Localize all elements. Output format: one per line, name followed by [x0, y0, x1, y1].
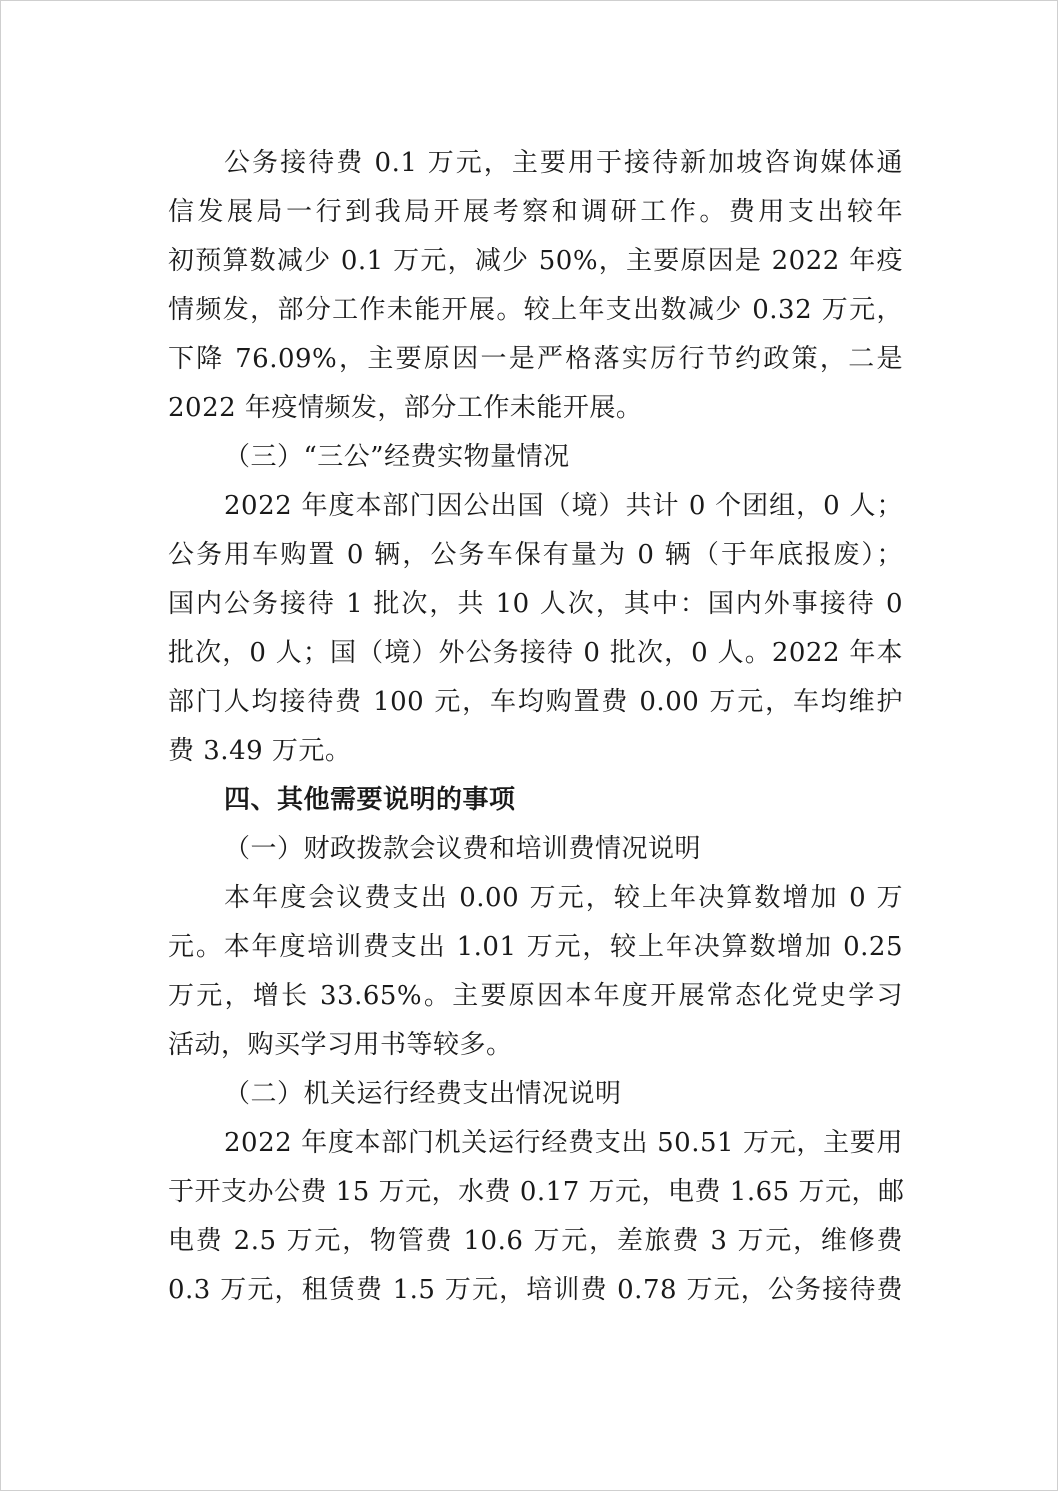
subheading-operating-expenses: [168, 1070, 903, 1119]
text-line: 国内公务接待 1 批次，共 10 人次，其中：国内外事接待 0: [168, 589, 903, 619]
section-subheading: （三）“三公”经费实物量情况: [224, 442, 570, 472]
heading-other-matters: [168, 776, 903, 825]
text-line: 0.3 万元，租赁费 1.5 万元，培训费 0.78 万元，公务接待费: [168, 1275, 903, 1305]
text-line: 情频发，部分工作未能开展。较上年支出数减少 0.32 万元，: [168, 295, 903, 325]
paragraph-meeting-training: [168, 874, 903, 1070]
text-line: 电费 2.5 万元，物管费 10.6 万元，差旅费 3 万元，维修费: [168, 1226, 903, 1256]
document-body: [168, 139, 903, 1315]
section-subheading: （一）财政拨款会议费和培训费情况说明: [224, 834, 702, 864]
subheading-three-public-quantity: [168, 433, 903, 482]
text-line: 于开支办公费 15 万元，水费 0.17 万元，电费 1.65 万元，邮: [168, 1177, 905, 1207]
text-line: 部门人均接待费 100 元，车均购置费 0.00 万元，车均维护: [168, 687, 903, 717]
paragraph-operating-expenses: [168, 1119, 903, 1315]
text-line: 下降 76.09%，主要原因一是严格落实厉行节约政策，二是: [168, 344, 903, 374]
text-line: 批次，0 人；国（境）外公务接待 0 批次，0 人。2022 年本: [168, 638, 903, 668]
text-line: 元。本年度培训费支出 1.01 万元，较上年决算数增加 0.25: [168, 932, 903, 962]
text-line: 费 3.49 万元。: [168, 736, 352, 766]
section-heading: 四、其他需要说明的事项: [224, 785, 516, 815]
paragraph-official-reception: [168, 139, 903, 433]
text-line: 万元，增长 33.65%。主要原因本年度开展常态化党史学习: [168, 981, 903, 1011]
text-line: 2022 年疫情频发，部分工作未能开展。: [168, 393, 643, 423]
paragraph-quantity-details: [168, 482, 903, 776]
section-subheading: （二）机关运行经费支出情况说明: [224, 1079, 622, 1109]
text-line: 信发展局一行到我局开展考察和调研工作。费用支出较年: [168, 197, 903, 227]
text-line: 2022 年度本部门因公出国（境）共计 0 个团组，0 人；: [224, 491, 903, 521]
subheading-meeting-training: [168, 825, 903, 874]
text-line: 2022 年度本部门机关运行经费支出 50.51 万元，主要用: [224, 1128, 903, 1158]
text-line: 活动，购买学习用书等较多。: [168, 1030, 513, 1060]
text-line: 本年度会议费支出 0.00 万元，较上年决算数增加 0 万: [224, 883, 903, 913]
text-line: 初预算数减少 0.1 万元，减少 50%，主要原因是 2022 年疫: [168, 246, 903, 276]
text-line: 公务用车购置 0 辆，公务车保有量为 0 辆（于年底报废）；: [168, 540, 903, 570]
text-line: 公务接待费 0.1 万元，主要用于接待新加坡咨询媒体通: [224, 148, 903, 178]
